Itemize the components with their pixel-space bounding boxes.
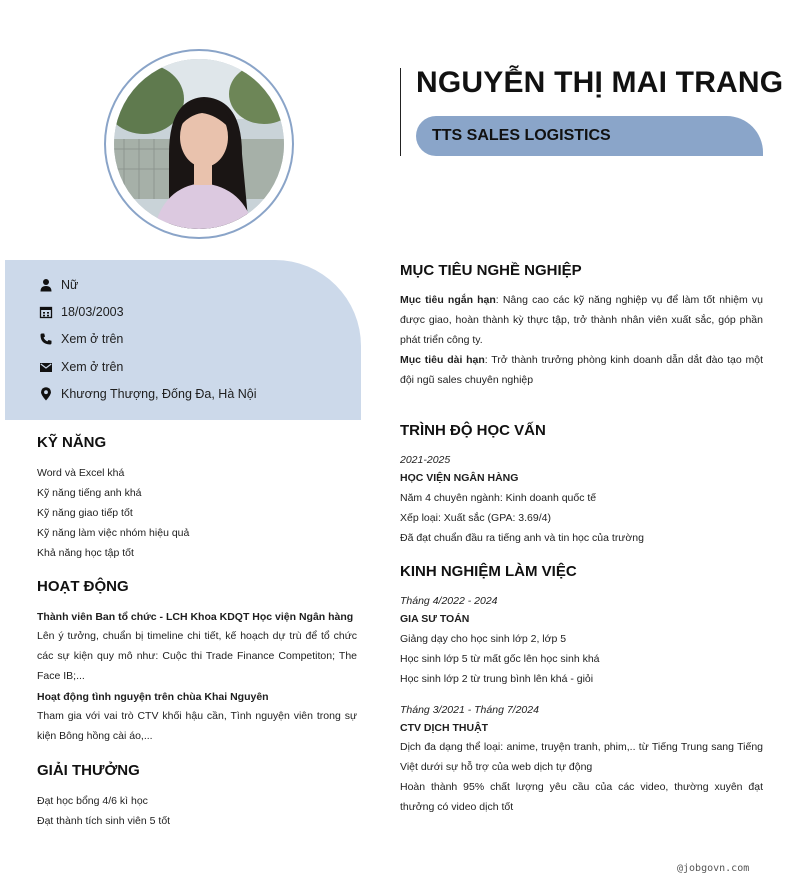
contact-gender xyxy=(39,275,78,295)
position-banner xyxy=(416,116,763,156)
activity-heading: Hoạt động tình nguyện trên chùa Khai Nguyên xyxy=(37,691,269,703)
calendar-icon xyxy=(39,305,53,319)
objective-long-text: : Trở thành trưởng phòng kinh doanh dẫn dắt đào tạo một đội ngũ sales chuyên nghiệp xyxy=(400,354,763,386)
objective-long-term xyxy=(400,350,763,390)
profile-photo xyxy=(114,59,284,229)
contact-panel xyxy=(5,260,361,420)
contact-address xyxy=(39,384,257,404)
watermark: @jobgovn.com xyxy=(677,863,750,874)
education-detail: Xếp loại: Xuất sắc (GPA: 3.69/4) xyxy=(400,512,551,524)
skills-title: KỸ NĂNG xyxy=(37,434,107,451)
address-text: Khương Thượng, Đống Đa, Hà Nội xyxy=(61,387,257,401)
education-title: TRÌNH ĐỘ HỌC VẤN xyxy=(400,422,546,439)
profile-photo-frame xyxy=(104,49,294,239)
job-detail: Học sinh lớp 2 từ trung bình lên khá - giỏi xyxy=(400,673,594,685)
job-role: GIA SƯ TOÁN xyxy=(400,613,470,625)
contact-phone xyxy=(39,329,123,349)
skill-item: Word và Excel khá xyxy=(37,467,125,479)
location-pin-icon xyxy=(39,387,53,401)
position-title: TTS SALES LOGISTICS xyxy=(432,127,611,144)
birthday-text: 18/03/2003 xyxy=(61,305,124,319)
activities-title: HOẠT ĐỘNG xyxy=(37,578,129,595)
contact-email xyxy=(39,357,123,377)
objective-short-label: Mục tiêu ngắn hạn xyxy=(400,294,496,306)
job-period: Tháng 3/2021 - Tháng 7/2024 xyxy=(400,704,539,716)
skill-item: Kỹ năng làm việc nhóm hiệu quả xyxy=(37,527,190,539)
objective-short-text: : Nâng cao các kỹ năng nghiệp vụ để làm tốt nhiệm vụ được giao, hoàn thành kỳ thực tập, trở thành nhân viên xuất sắc, góp phần phát triển công ty. xyxy=(400,294,764,346)
job-detail: Dịch đa dạng thể loại: anime, truyện tranh, phim,.. từ Tiếng Trung sang Tiếng Việt dưới sự hỗ trợ của web dịch tự động xyxy=(400,741,763,773)
activity-heading: Thành viên Ban tổ chức - LCH Khoa KDQT Học viện Ngân hàng xyxy=(37,611,354,623)
experience-title: KINH NGHIỆM LÀM VIỆC xyxy=(400,563,577,580)
activity-description: Tham gia với vai trò CTV khối hậu cần, Tình nguyện viên trong sự kiện Bông hồng cài áo,... xyxy=(37,710,357,742)
header-divider xyxy=(400,68,401,156)
objective-long-label: Mục tiêu dài hạn xyxy=(400,354,485,366)
mail-icon xyxy=(39,360,53,374)
education-detail: Năm 4 chuyên ngành: Kinh doanh quốc tế xyxy=(400,492,597,504)
education-school: HỌC VIỆN NGÂN HÀNG xyxy=(400,472,519,484)
job-role: CTV DỊCH THUẬT xyxy=(400,722,489,734)
education-detail: Đã đạt chuẩn đầu ra tiếng anh và tin học của trường xyxy=(400,532,644,544)
job-detail: Giảng dạy cho học sinh lớp 2, lớp 5 xyxy=(400,633,567,645)
skill-item: Kỹ năng tiếng anh khá xyxy=(37,487,142,499)
person-icon xyxy=(39,278,53,292)
skill-item: Khả năng học tập tốt xyxy=(37,547,134,559)
contact-birthday xyxy=(39,302,124,322)
award-item: Đạt học bổng 4/6 kì học xyxy=(37,795,148,807)
email-text: Xem ở trên xyxy=(61,360,124,374)
awards-title: GIẢI THƯỞNG xyxy=(37,762,140,779)
job-period: Tháng 4/2022 - 2024 xyxy=(400,595,498,607)
phone-text: Xem ở trên xyxy=(61,332,124,346)
objective-title: MỤC TIÊU NGHỀ NGHIỆP xyxy=(400,262,582,279)
job-detail: Hoàn thành 95% chất lượng yêu cầu của các video, thường xuyên đạt thưởng có video dịch tốt xyxy=(400,781,763,813)
job-detail: Học sinh lớp 5 từ mất gốc lên học sinh khá xyxy=(400,653,600,665)
objective-short-term xyxy=(400,290,763,350)
skill-item: Kỹ năng giao tiếp tốt xyxy=(37,507,133,519)
candidate-name: NGUYỄN THỊ MAI TRANG xyxy=(416,66,784,99)
gender-text: Nữ xyxy=(61,278,79,292)
activity-description: Lên ý tưởng, chuẩn bị timeline chi tiết, kế hoạch dự trù để tổ chức các sự kiện quy mô như: Cuộc thi Trade Finance Competiton; The Face IB;... xyxy=(37,630,357,682)
phone-icon xyxy=(39,332,53,346)
education-period: 2021-2025 xyxy=(400,454,451,466)
award-item: Đạt thành tích sinh viên 5 tốt xyxy=(37,815,171,827)
